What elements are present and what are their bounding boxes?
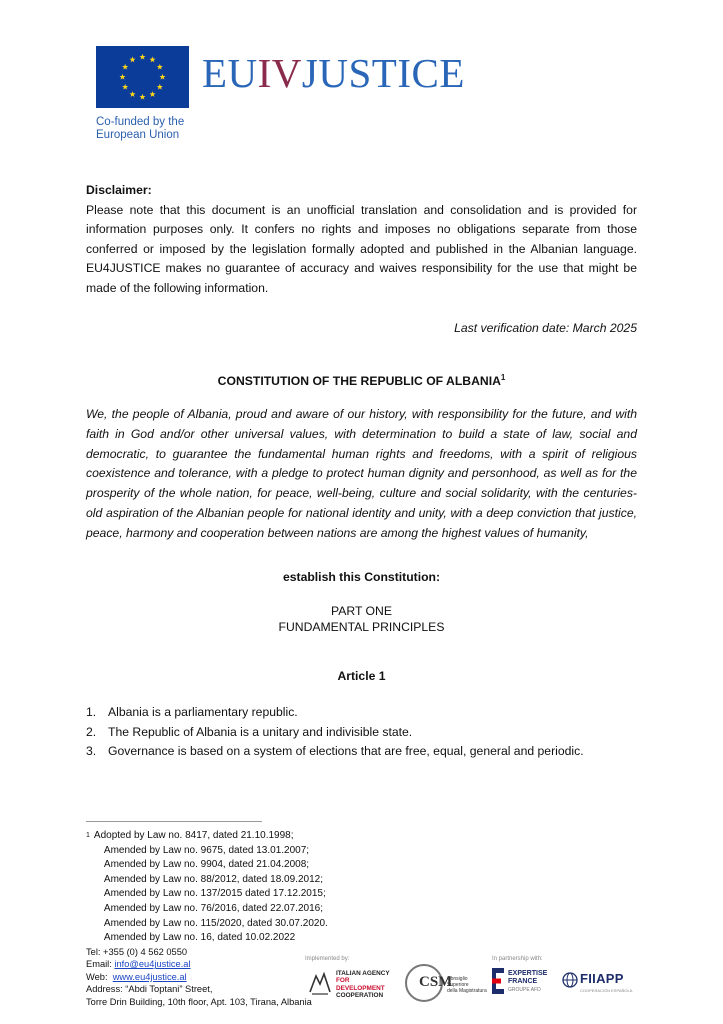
eu4justice-logo: [202, 48, 465, 98]
establish-statement: establish this Constitution:: [282, 570, 441, 584]
footnote-line: Amended by Law no. 16, dated 10.02.2022: [103, 932, 296, 944]
item-text: The Republic of Albania is a unitary and indivisible state.: [108, 724, 413, 739]
csm-line1: Consiglio: [447, 976, 468, 982]
footnote-mark: 1: [86, 832, 90, 839]
item-number: 1.: [86, 705, 97, 719]
part-name: FUNDAMENTAL PRINCIPLES: [278, 620, 445, 634]
disclaimer-heading: Disclaimer:: [86, 183, 152, 197]
eu-stars-icon: [96, 46, 189, 108]
csm-line2: Superiore: [447, 982, 469, 988]
fiiapp-logo: [562, 971, 642, 997]
expertise-france-emblem-icon: [492, 968, 504, 994]
list-item: [86, 742, 637, 762]
aics-line1: ITALIAN AGENCY: [336, 970, 390, 977]
list-item: [86, 723, 637, 743]
cofunded-label: [96, 116, 184, 142]
eu-star-icon: [122, 64, 128, 70]
brand-prefix: EU: [202, 50, 258, 96]
web-label: Web:: [86, 971, 108, 982]
footnote-line: Adopted by Law no. 8417, dated 21.10.1998;: [93, 830, 294, 841]
ef-line1: EXPERTISE: [508, 970, 548, 977]
preamble: We, the people of Albania, proud and aware of our history, with responsibility for the future, and with faith in God and/or other universal values, with determination to build a state of law, social and democratic, to guarantee the fundamental human rights and freedoms, with a spirit of religious coexistence and tolerance, with a pledge to protect human dignity and personhood, as well as for the prosperity of the whole nation, for peace, well-being, culture and social solidarity, with the centuries-old aspiration of the Albanian people for national identity and unity, with a deep conviction that justice, peace, harmony and cooperation between nations are among the highest values of humanity,: [86, 407, 637, 540]
eu-star-icon: [149, 91, 155, 97]
footnote-line: Amended by Law no. 137/2015 dated 17.12.2015;: [103, 888, 326, 900]
contact-email-row: [86, 958, 312, 970]
contact-address2: Torre Drin Building, 10th floor, Apt. 103, Tirana, Albania: [86, 996, 312, 1007]
title-footnote-ref[interactable]: 1: [500, 373, 506, 382]
document-title: [86, 373, 637, 388]
eu-star-icon: [122, 84, 128, 90]
brand-mid: IV: [257, 50, 302, 96]
disclaimer-text: Please note that this document is an unofficial translation and consolidation and is provided for information purposes only. It confers no rights and imposes no obligations separate from those conferred or imposed by the legislation formally adopted and published in the Albanian language. EU4JUSTICE makes no guarantee of accuracy and waives responsibility for the use that might be made of the following information.: [86, 202, 637, 295]
item-text: Governance is based on a system of elections that are free, equal, general and periodic.: [108, 744, 584, 759]
footnote-line: Amended by Law no. 115/2020, dated 30.07.2020.: [103, 917, 328, 929]
aics-line2: FOR DEVELOPMENT: [336, 977, 385, 992]
verification-date: Last verification date: March 2025: [454, 321, 637, 335]
disclaimer: [86, 181, 637, 299]
cofunded-line2: European Union: [96, 129, 180, 141]
eu-star-icon: [157, 64, 163, 70]
footnote-line: Amended by Law no. 9904, dated 21.04.2008;: [103, 859, 310, 871]
csm-mark: CSM: [419, 974, 453, 990]
article-heading: Article 1: [337, 669, 386, 683]
item-text: Albania is a parliamentary republic.: [108, 705, 298, 719]
ef-line2: FRANCE: [508, 978, 538, 985]
eu-star-icon: [157, 84, 163, 90]
footnote-lines: [94, 829, 328, 946]
aics-line3: COOPERATION: [336, 992, 384, 1000]
footnote-line: Amended by Law no. 9675, dated 13.01.2007;: [103, 844, 310, 856]
aics-emblem-icon: [308, 970, 332, 996]
footnote-line: Amended by Law no. 76/2016, dated 22.07.2016;: [103, 902, 323, 914]
eu-star-icon: [119, 74, 125, 80]
title-text: CONSTITUTION OF THE REPUBLIC OF ALBANIA: [217, 374, 501, 389]
brand-suffix: JUSTICE: [301, 50, 465, 96]
partnership-label: In partnership with:: [492, 956, 543, 962]
ef-line3: GROUPE AFD: [508, 987, 541, 993]
eu-star-icon: [129, 56, 135, 62]
email-label: Email:: [86, 959, 112, 970]
footnote-divider: [86, 821, 262, 822]
part-number: PART ONE: [331, 604, 392, 618]
implemented-by-label: Implemented by:: [305, 956, 350, 962]
list-item: [86, 703, 637, 723]
contact-web-row: [86, 971, 312, 983]
eu-star-icon: [139, 54, 145, 60]
email-link[interactable]: info@eu4justice.al: [114, 959, 191, 970]
item-number: 2.: [86, 724, 97, 739]
eu-flag-logo: [96, 46, 189, 108]
aics-text: [336, 970, 398, 1000]
fiiapp-name: FIIAPP: [580, 971, 624, 986]
contact-address1: Address: “Abdi Toptani” Street,: [86, 984, 213, 995]
cofunded-line1: Co-funded by the: [96, 116, 185, 128]
footnote: [86, 829, 328, 946]
contact-tel: Tel: +355 (0) 4 562 0550: [86, 947, 188, 957]
csm-logo: [405, 964, 490, 1006]
csm-line3: della Magistratura: [447, 988, 487, 994]
web-link[interactable]: www.eu4justice.al: [112, 971, 187, 982]
eu-star-icon: [129, 91, 135, 97]
csm-text: [447, 976, 487, 994]
eu-star-icon: [159, 74, 165, 80]
aics-logo: [308, 966, 398, 998]
part-heading: [86, 603, 637, 635]
item-number: 3.: [86, 744, 97, 759]
expertise-france-logo: [492, 966, 560, 1000]
expertise-france-text: [508, 970, 547, 994]
contact-info: [86, 946, 312, 1008]
eu-star-icon: [149, 56, 155, 62]
fiiapp-sub: COOPERACIÓN ESPAÑOLA: [580, 988, 633, 993]
eu-star-icon: [139, 94, 145, 100]
article-items: [86, 703, 637, 762]
globe-icon: [562, 972, 578, 988]
footnote-line: Amended by Law no. 88/2012, dated 18.09.2012;: [103, 873, 323, 885]
